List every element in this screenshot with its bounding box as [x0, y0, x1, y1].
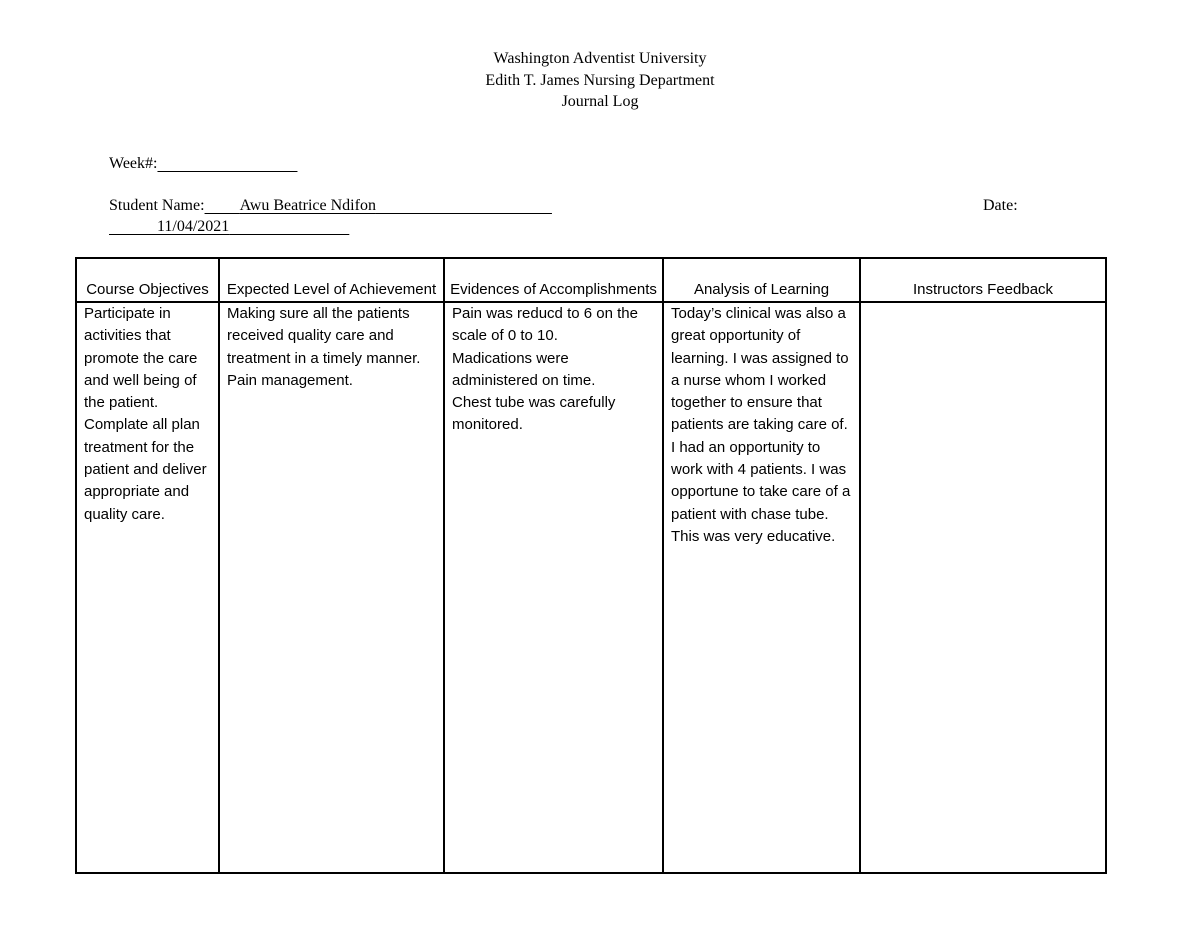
document-title: Journal Log [561, 93, 639, 110]
journal-log-table [75, 257, 1107, 874]
student-name-underline [205, 197, 552, 214]
expected-level-item: Pain management. [227, 371, 353, 389]
date-label: Date: [983, 197, 1018, 214]
column-header-course-objectives: Course Objectives [76, 258, 219, 302]
course-objectives-cell [76, 302, 219, 873]
week-value [157, 155, 297, 172]
column-header-analysis: Analysis of Learning [663, 258, 860, 302]
week-label: Week#: [109, 155, 158, 172]
evidence-item: Chest tube was carefully monitored. [452, 394, 616, 434]
date-underline [109, 218, 349, 235]
date-field [109, 216, 349, 237]
student-name-value: Awu Beatrice Ndifon [239, 197, 376, 214]
course-objective-item: Participate in activities that promote the care and well being of the patient. [84, 305, 198, 412]
week-field [109, 153, 297, 174]
document-header [0, 48, 1200, 113]
column-header-instructors-feedback: Instructors Feedback [860, 258, 1106, 302]
evidence-item: Pain was reducd to 6 on the scale of 0 to 10. [452, 305, 638, 345]
university-name: Washington Adventist University [493, 50, 707, 67]
evidence-item: Madications were administered on time. [452, 349, 596, 389]
department-name: Edith T. James Nursing Department [485, 71, 715, 89]
analysis-text: Today’s clinical was also a great opportunity of learning. I was assigned to a nurse whom I worked together to ensure that patients are taking care of. I had an opportunity to work with 4 patients. I was opportune to take care of a patient with chase tube. This was very educative. [671, 305, 851, 545]
analysis-cell [663, 302, 860, 873]
course-objective-item: Complate all plan treatment for the patient and deliver appropriate and quality care. [84, 416, 207, 523]
table-header-row [76, 258, 1106, 302]
instructor-feedback-cell [860, 302, 1106, 873]
table-row [76, 302, 1106, 873]
student-name-field [109, 195, 552, 216]
evidences-cell [444, 302, 663, 873]
expected-level-cell [219, 302, 444, 873]
student-name-label: Student Name: [109, 197, 205, 214]
expected-level-item: Making sure all the patients received quality care and treatment in a timely manner. [227, 305, 421, 367]
column-header-evidences: Evidences of Accomplishments [444, 258, 663, 302]
column-header-expected-level: Expected Level of Achievement [219, 258, 444, 302]
date-value: 11/04/2021 [157, 218, 230, 235]
